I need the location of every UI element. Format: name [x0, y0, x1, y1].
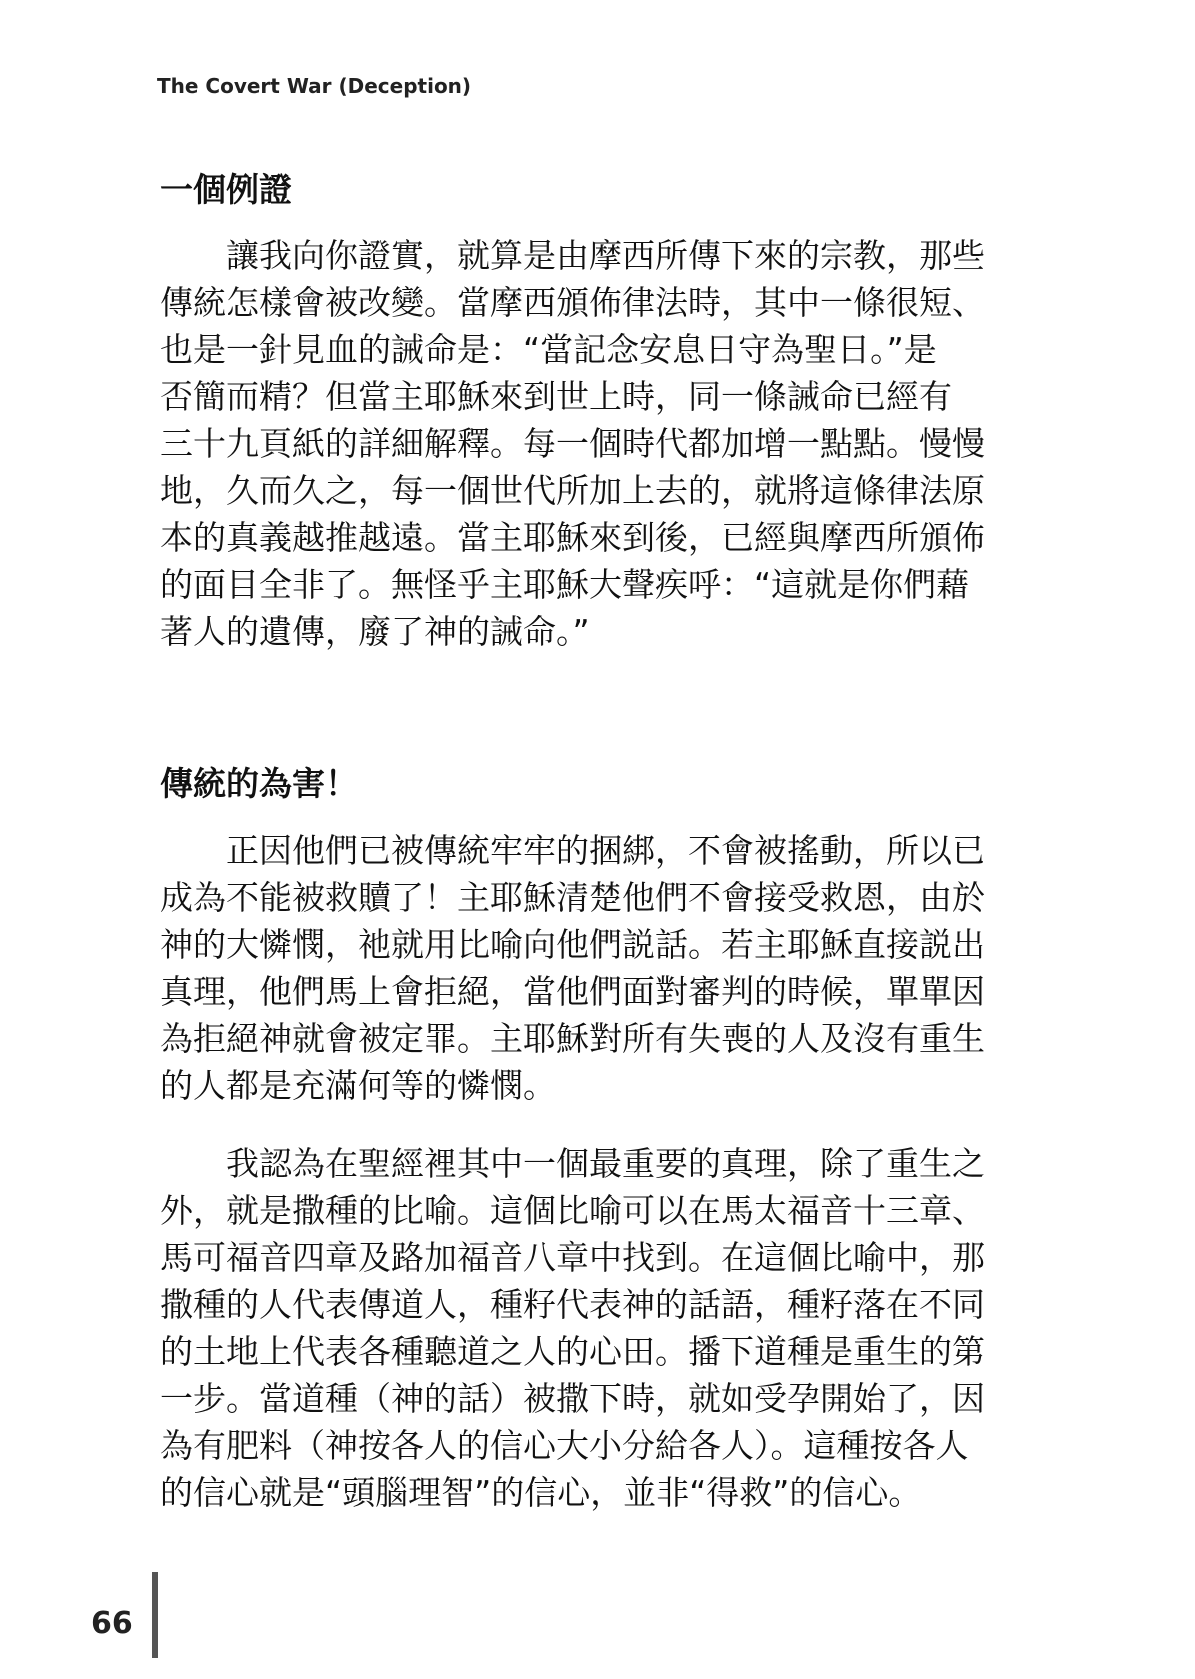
paragraph [160, 232, 1020, 655]
text-line: 為有肥料（神按各人的信心大小分給各人）。這種按各人 [160, 1426, 969, 1465]
paragraph [160, 1140, 1020, 1516]
text-line: 的信心就是“頭腦理智”的信心，並非“得救”的信心。 [160, 1473, 922, 1512]
text-line: 成為不能被救贖了！主耶穌清楚他們不會接受救恩，由於 [160, 878, 985, 917]
section-heading: 傳統的為害！ [160, 764, 358, 803]
section-heading: 一個例證 [160, 170, 292, 209]
running-header-title: The Covert War (Deception) [157, 74, 472, 98]
text-line: 正因他們已被傳統牢牢的捆綁，不會被搖動，所以已 [226, 831, 985, 870]
text-line: 傳統怎樣會被改變。當摩西頒佈律法時，其中一條很短、 [160, 283, 985, 322]
text-line: 否簡而精？但當主耶穌來到世上時，同一條誡命已經有 [160, 377, 952, 416]
text-line: 也是一針見血的誡命是：“當記念安息日守為聖日。”是 [160, 330, 937, 369]
text-line: 為拒絕神就會被定罪。主耶穌對所有失喪的人及沒有重生 [160, 1019, 985, 1058]
text-line: 真理，他們馬上會拒絕，當他們面對審判的時候，單單因 [160, 972, 985, 1011]
text-line: 本的真義越推越遠。當主耶穌來到後，已經與摩西所頒佈 [160, 518, 985, 557]
text-line: 一步。當道種（神的話）被撒下時，就如受孕開始了，因 [160, 1379, 985, 1418]
text-line: 著人的遺傳，廢了神的誡命。” [160, 612, 590, 651]
text-line: 馬可福音四章及路加福音八章中找到。在這個比喻中，那 [160, 1238, 985, 1277]
text-line: 神的大憐憫，祂就用比喻向他們説話。若主耶穌直接説出 [160, 925, 985, 964]
text-line: 的土地上代表各種聽道之人的心田。播下道種是重生的第 [160, 1332, 985, 1371]
page-number: 66 [91, 1606, 133, 1641]
paragraph [160, 827, 1020, 1109]
footer-vertical-rule [152, 1572, 158, 1658]
text-line: 地，久而久之，每一個世代所加上去的，就將這條律法原 [160, 471, 985, 510]
text-line: 三十九頁紙的詳細解釋。每一個時代都加增一點點。慢慢 [160, 424, 985, 463]
text-line: 外，就是撒種的比喻。這個比喻可以在馬太福音十三章、 [160, 1191, 985, 1230]
text-line: 的人都是充滿何等的憐憫。 [160, 1066, 556, 1105]
text-line: 的面目全非了。無怪乎主耶穌大聲疾呼：“這就是你們藉 [160, 565, 970, 604]
text-line: 我認為在聖經裡其中一個最重要的真理，除了重生之 [226, 1144, 985, 1183]
text-line: 撒種的人代表傳道人，種籽代表神的話語，種籽落在不同 [160, 1285, 985, 1324]
text-line: 讓我向你證實，就算是由摩西所傳下來的宗教，那些 [226, 236, 985, 275]
